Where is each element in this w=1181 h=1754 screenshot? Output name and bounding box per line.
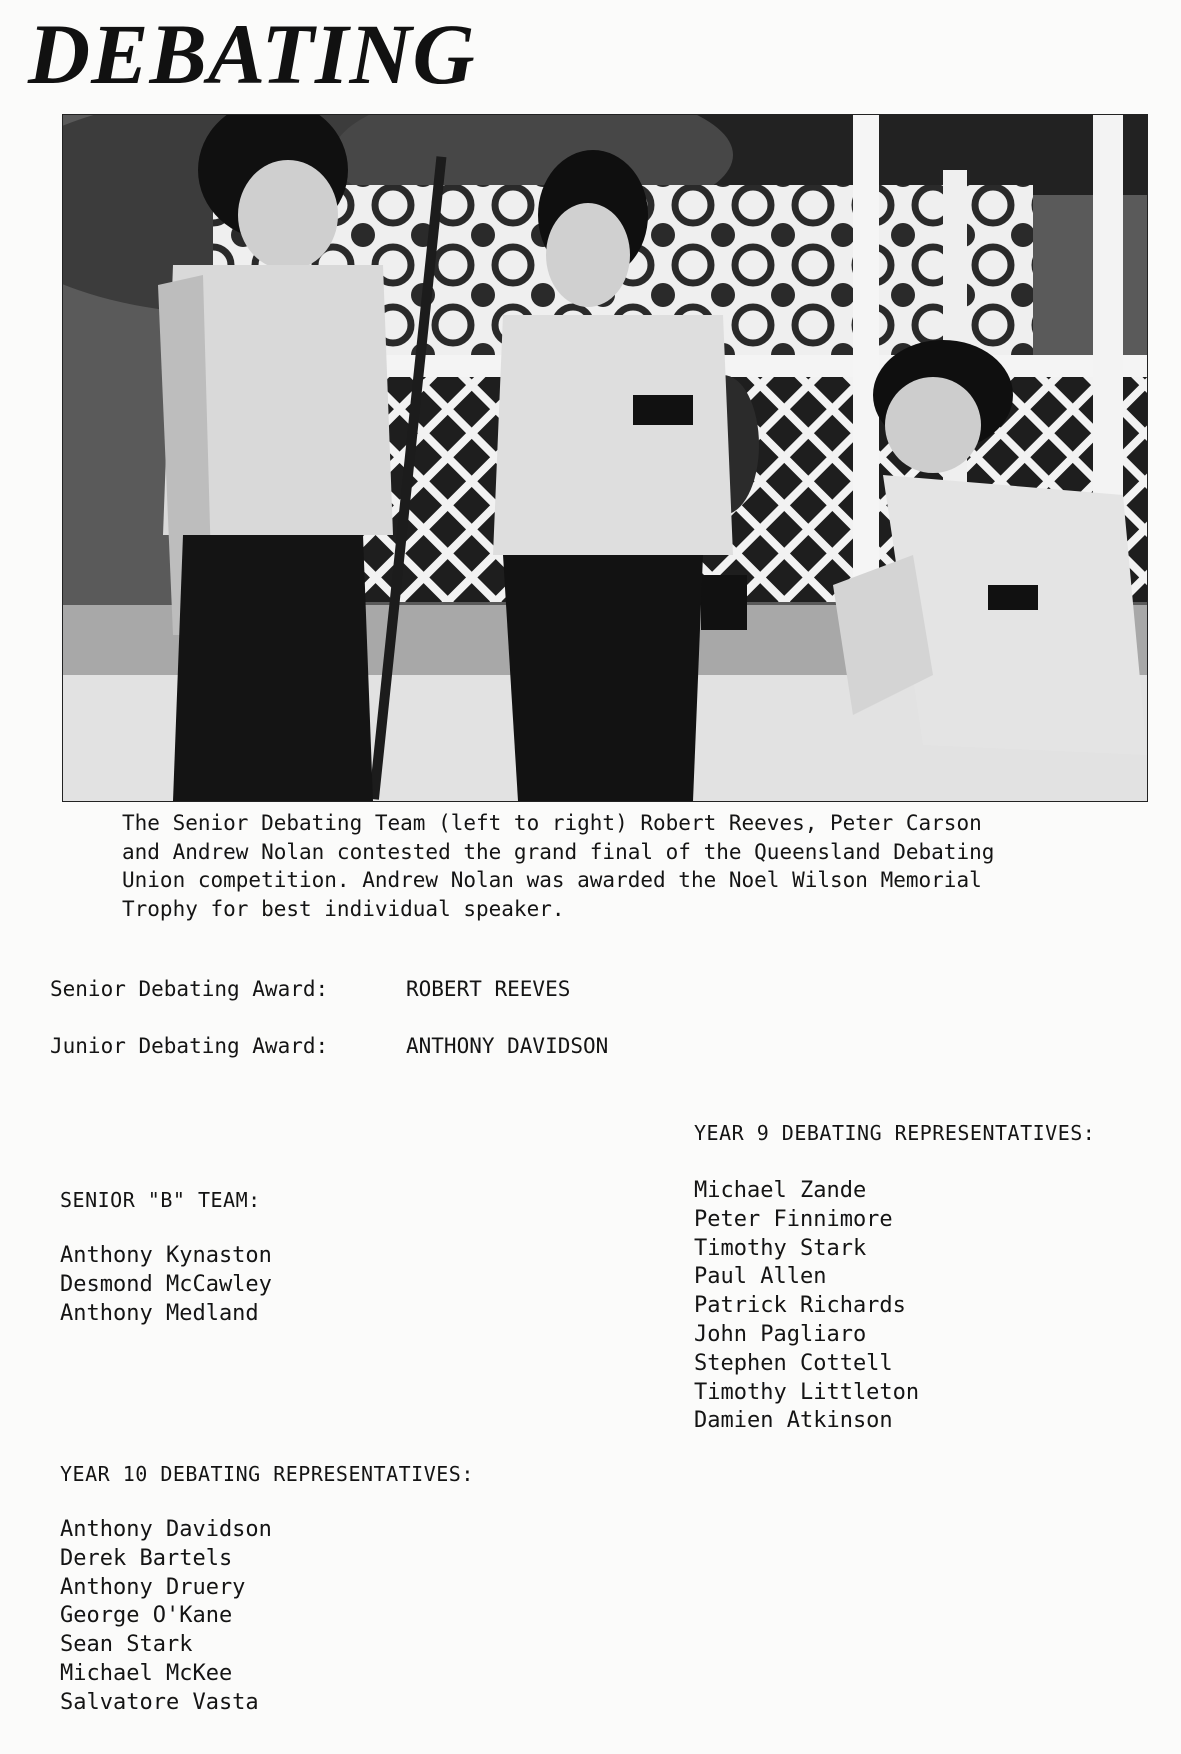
list-item: Salvatore Vasta [60, 1689, 259, 1715]
list-item: Desmond McCawley [60, 1271, 272, 1297]
list-item: Anthony Davidson [60, 1517, 272, 1542]
list-item: Derek Bartels [60, 1545, 233, 1571]
list-item: Anthony Kynaston [60, 1243, 272, 1268]
list-item: Sean Stark [60, 1632, 193, 1658]
list-item: Peter Finnimore [694, 1206, 893, 1232]
list-item: Michael McKee [60, 1660, 233, 1686]
junior-award-value: ANTHONY DAVIDSON [406, 1034, 609, 1058]
list-item: Damien Atkinson [694, 1408, 893, 1434]
list-item: Timothy Littleton [694, 1379, 920, 1405]
list-item: George O'Kane [60, 1603, 233, 1629]
list-item: Stephen Cottell [694, 1350, 893, 1376]
year10-list [60, 1516, 272, 1718]
list-item: Anthony Druery [60, 1574, 246, 1600]
photo-caption: The Senior Debating Team (left to right) Robert Reeves, Peter Carson and Andrew Nolan contested the grand final of the Queensland Debating Union competition. Andrew Nolan was awarded the Noel Wilson Memorial Trophy for best individual speaker. [122, 811, 995, 921]
senior-award-value: ROBERT REEVES [406, 977, 571, 1001]
list-item: Michael Zande [694, 1178, 867, 1203]
senior-award-label: Senior Debating Award: [50, 977, 329, 1001]
team-photo [62, 114, 1148, 802]
junior-award-label: Junior Debating Award: [50, 1034, 329, 1058]
senior-b-list [60, 1242, 272, 1328]
list-item: Patrick Richards [694, 1293, 906, 1319]
team-photo-image [63, 115, 1147, 801]
list-item: John Pagliaro [694, 1321, 867, 1347]
year9-heading: YEAR 9 DEBATING REPRESENTATIVES: [694, 1121, 1096, 1145]
page-title: DEBATING [28, 6, 476, 102]
list-item: Timothy Stark [694, 1235, 867, 1261]
year9-list [694, 1177, 919, 1436]
list-item: Paul Allen [694, 1264, 827, 1290]
year10-heading: YEAR 10 DEBATING REPRESENTATIVES: [60, 1462, 474, 1486]
list-item: Anthony Medland [60, 1300, 259, 1326]
senior-b-heading: SENIOR "B" TEAM: [60, 1188, 261, 1212]
